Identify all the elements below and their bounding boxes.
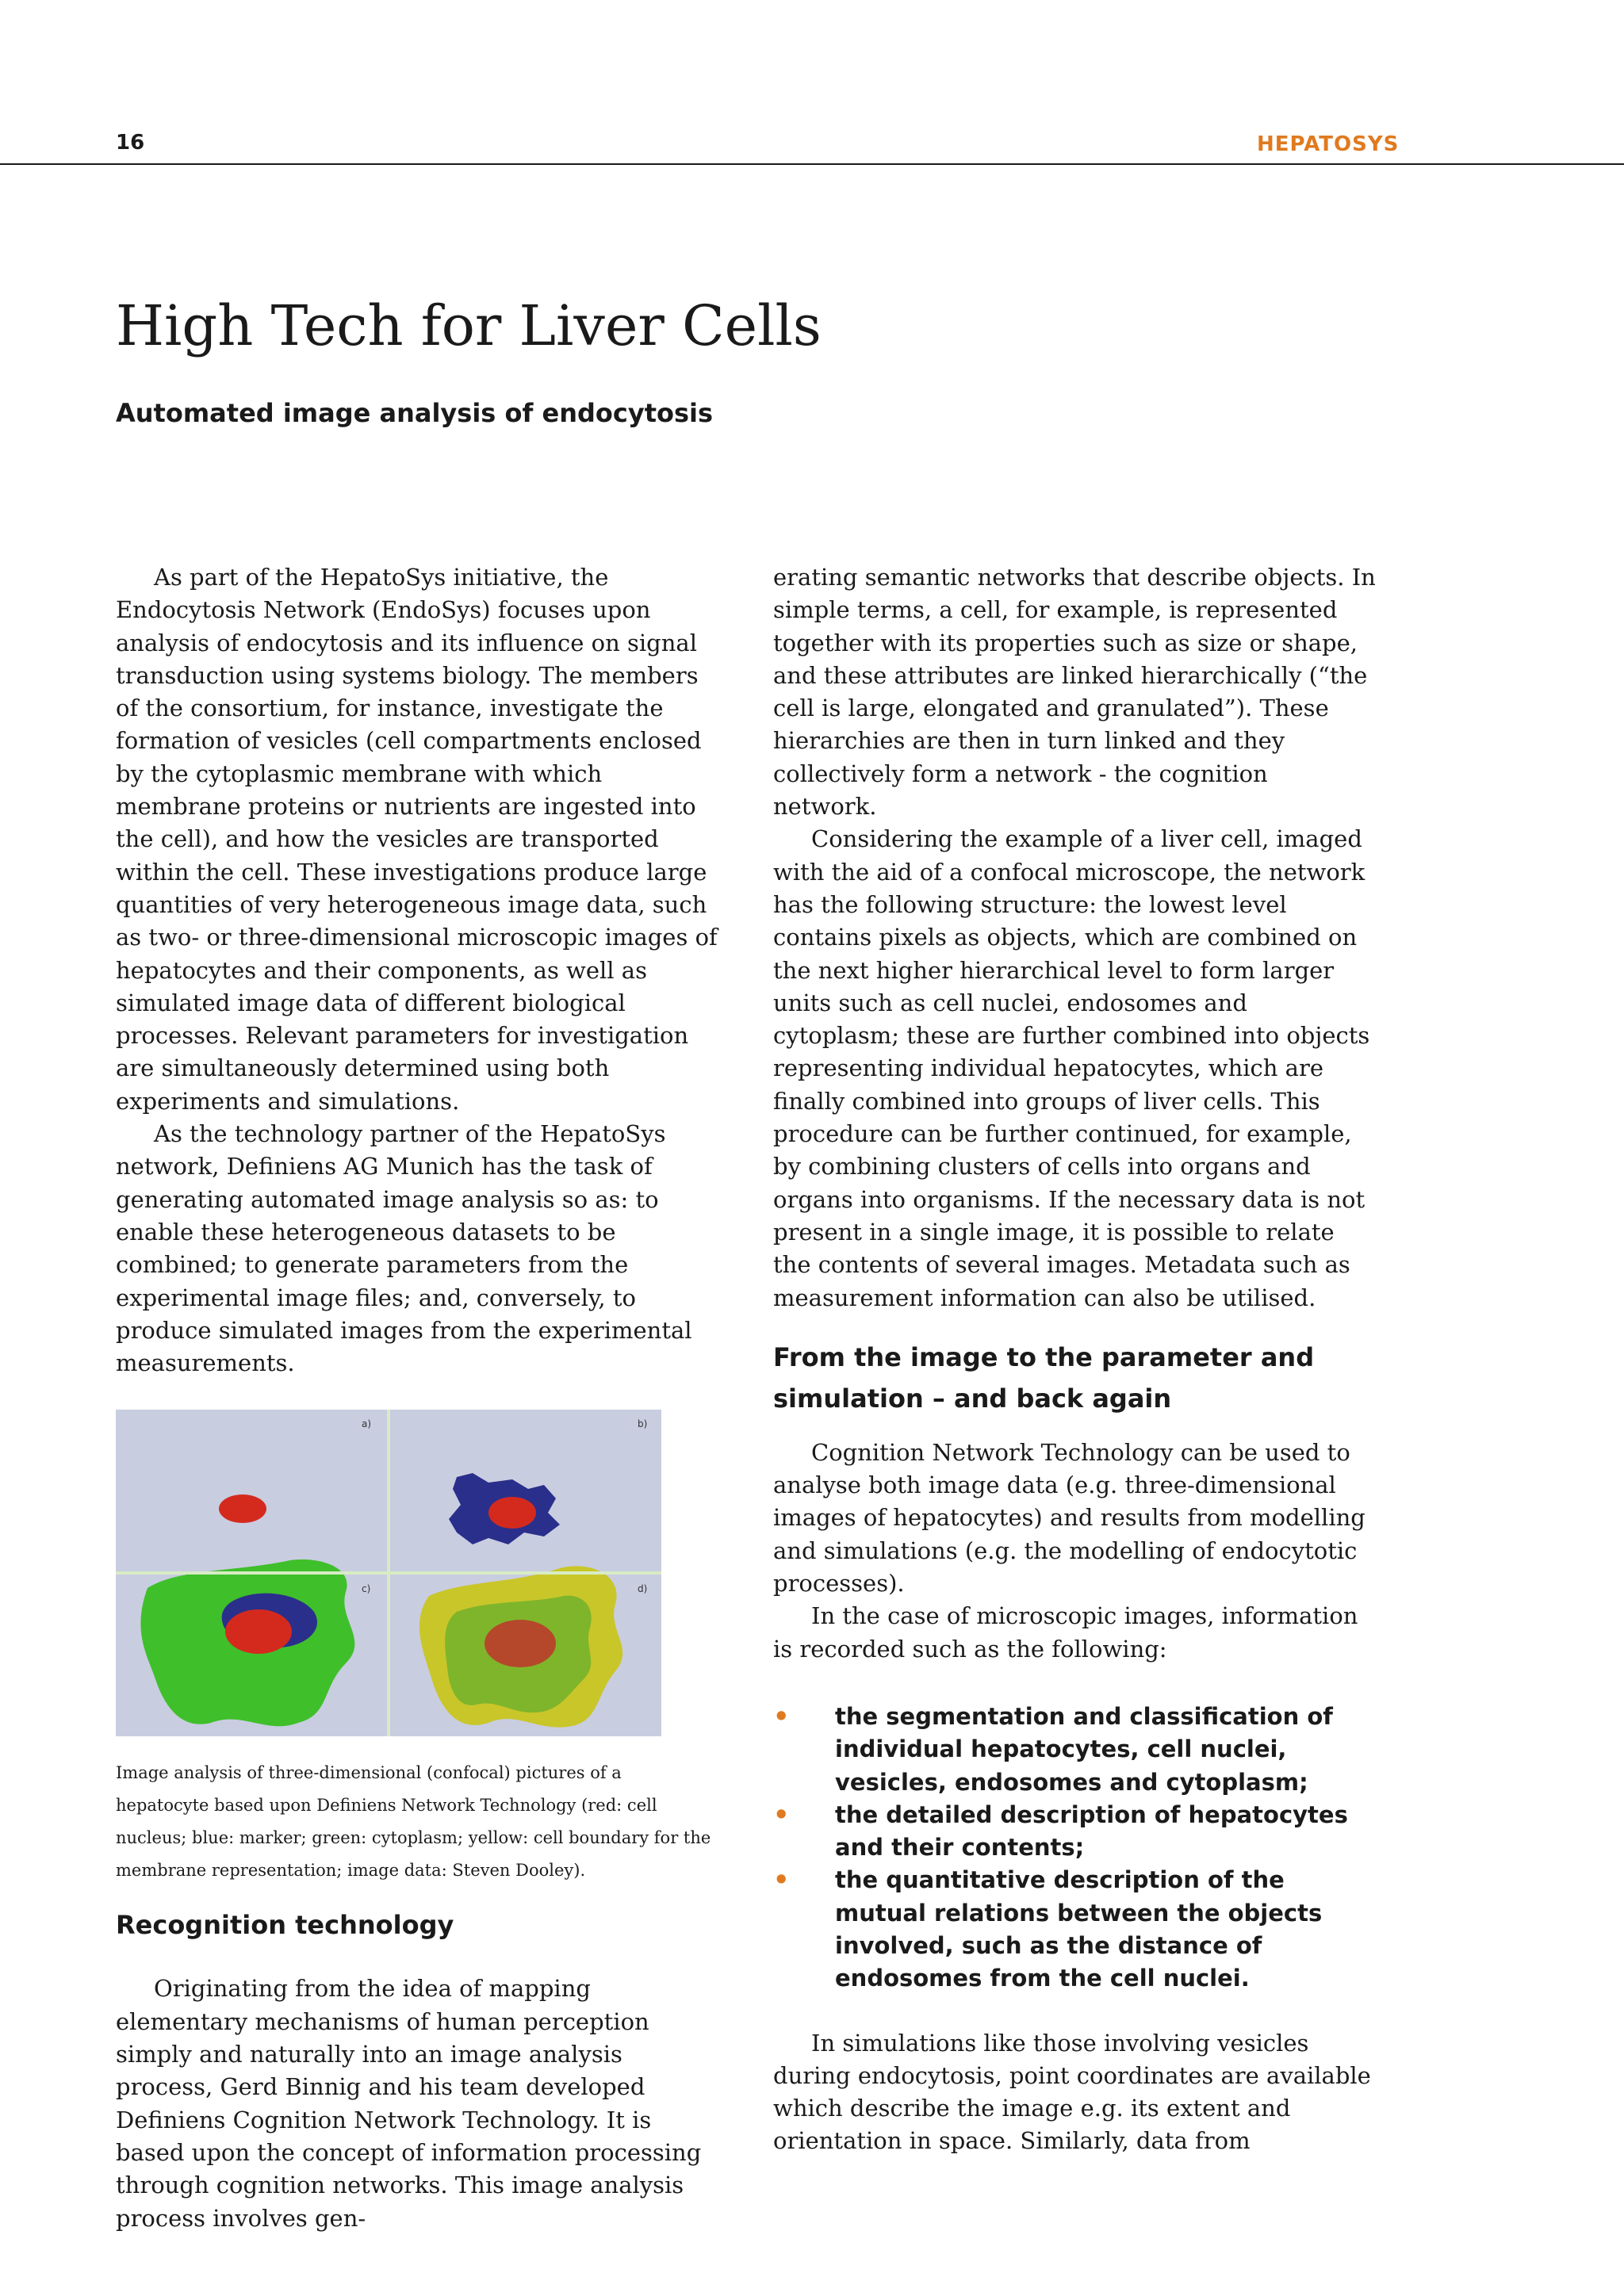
cognition-paragraph: Cognition Network Technology can be used to analyse both image data (e.g. three-dimensional images of hepatocytes) and results from modelling and simulations (e.g. the modelling of endocytotic processes). — [773, 1438, 1365, 1598]
page-title: High Tech for Liver Cells — [116, 293, 822, 358]
figure-caption: Image analysis of three-dimensional (confocal) pictures of a hepatocyte based upon Definiens Network Technology (red: cell nucleus; blue: marker; green: cytoplasm; yellow: cell boundary for the membrane representation; image data: Steven Dooley). — [116, 1763, 711, 1881]
bullet-icon: • — [773, 1865, 790, 1896]
nucleus-shape-a — [219, 1494, 266, 1523]
recognition-heading: Recognition technology — [116, 1910, 454, 1941]
panel-label-d: d) — [638, 1583, 648, 1595]
cell-analysis-figure — [116, 1410, 661, 1736]
intro-paragraph: As part of the HepatoSys initiative, the Endocytosis Network (EndoSys) focuses upon analysis of endocytosis and its influence on signal transduction using systems biology. The members of the consortium, for instance, investigate the formation of vesicles (cell compartments enclosed by the cytoplasmic membrane with which membrane proteins or nutrients are ingested into the cell), and how the vesicles are transported within the cell. These investigations produce large quantities of very heterogeneous image data, such as two- or three-dimensional microscopic images of hepatocytes and their components, as well as simulated image data of different biological processes. Relevant parameters for investigation are simultaneously determined using both experiments and simulations. — [116, 564, 718, 1115]
list-item-text: the quantitative description of the mutual relations between the objects involved, such as the distance of endosomes from the cell nuclei. — [835, 1866, 1323, 1992]
figure-image — [116, 1410, 661, 1736]
information-list — [773, 1701, 1376, 1996]
bullet-icon: • — [773, 1701, 790, 1732]
liver-cell-paragraph: Considering the example of a liver cell, imaged with the aid of a confocal microscope, the network has the following structure: the lowest level contains pixels as objects, which are combined on the next higher hierarchical level to form larger units such as cell nuclei, endosomes and cytoplasm; these are further combined into objects representing individual hepatocytes, which are finally combined into groups of liver cells. This procedure can be further continued, for example, by combining clusters of cells into organs and organs into organisms. If the necessary data is not present in a single image, it is possible to relate the contents of several images. Metadata such as measurement information can also be utilised. — [773, 825, 1370, 1311]
panel-label-a: a) — [362, 1418, 372, 1430]
image-parameter-heading: From the image to the parameter and simulation – and back again — [773, 1341, 1315, 1414]
nucleus-shape-b — [488, 1497, 536, 1529]
continuation-paragraph: erating semantic networks that describe objects. In simple terms, a cell, for example, is represented together with its properties such as size or shape, and these attributes are linked hierarchically (“the cell is large, elongated and granulated”). These hierarchies are then in turn linked and they collectively form a network - the cognition network. — [773, 564, 1376, 821]
nucleus-shape-d — [485, 1620, 556, 1667]
list-item — [773, 1864, 1376, 1995]
left-column — [116, 561, 718, 2235]
list-item — [773, 1799, 1376, 1865]
right-column — [773, 561, 1376, 2158]
nucleus-shape-c — [225, 1609, 292, 1654]
list-item-text: the segmentation and classification of individual hepatocytes, cell nuclei, vesicles, endosomes and cytoplasm; — [835, 1702, 1333, 1796]
list-item — [773, 1701, 1376, 1799]
page-subtitle: Automated image analysis of endocytosis — [116, 398, 714, 428]
simulation-paragraph: In simulations like those involving vesicles during endocytosis, point coordinates are available which describe the image e.g. its extent and orientation in space. Similarly, data from — [773, 2029, 1371, 2155]
panel-label-c: c) — [362, 1583, 371, 1595]
page-number: 16 — [116, 131, 145, 155]
microscopic-paragraph: In the case of microscopic images, information is recorded such as the following: — [773, 1602, 1358, 1663]
recognition-paragraph: Originating from the idea of mapping elementary mechanisms of human perception simply and naturally into an image analysis process, Gerd Binnig and his team developed Definiens Cognition Network Technology. It is based upon the concept of information processing through cognition networks. This image analysis process involves gen- — [116, 1975, 702, 2232]
section-name: HEPATOSYS — [1257, 132, 1400, 156]
panel-label-b: b) — [638, 1418, 648, 1430]
bullet-icon: • — [773, 1799, 790, 1830]
list-item-text: the detailed description of hepatocytes and their contents; — [835, 1800, 1348, 1862]
definiens-paragraph: As the technology partner of the HepatoSys network, Definiens AG Munich has the task of generating automated image analysis so as: to enable these heterogeneous datasets to be combined; to generate parameters from the experimental image files; and, conversely, to produce simulated images from the experimental measurements. — [116, 1120, 692, 1377]
running-head — [0, 0, 1624, 166]
header-rule — [0, 163, 1624, 165]
